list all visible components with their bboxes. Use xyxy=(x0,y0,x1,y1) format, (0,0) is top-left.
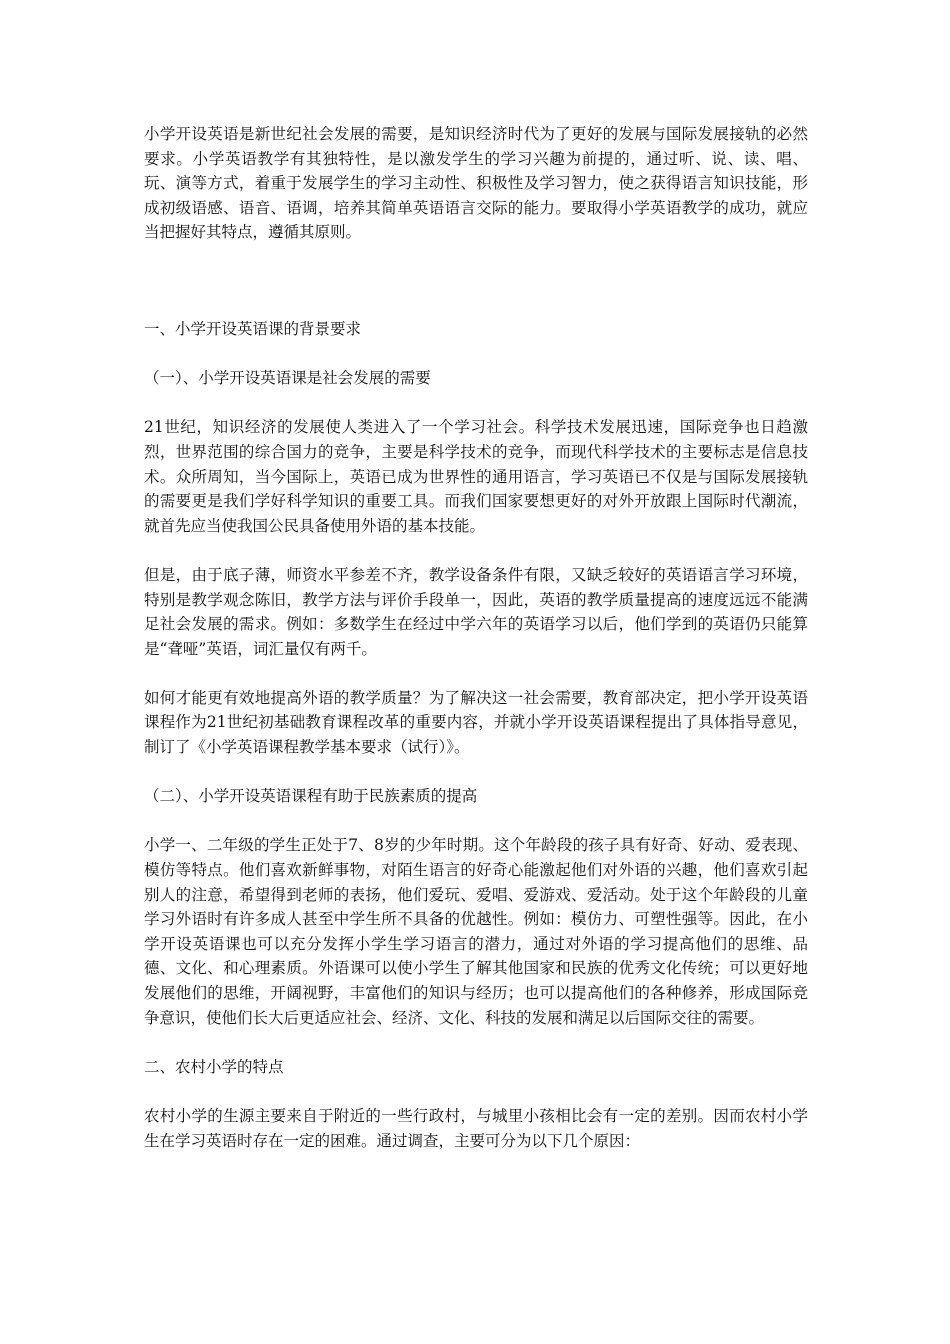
paragraph-sub1-1: 21世纪，知识经济的发展使人类进入了一个学习社会。科学技术发展迅速，国际竞争也日趋激烈，世界范围的综合国力的竞争，主要是科学技术的竞争，而现代科学技术的主要标志是信息技术。众所周知，当今国际上，英语已成为世界性的通用语言，学习英语已不仅是与国际发展接轨的需要更是我们学好科学知识的重要工具。而我们国家要想更好的对外开放跟上国际时代潮流，就首先应当使我国公民具备使用外语的基本技能。 xyxy=(144,418,808,535)
subsection-heading-2: （二）、小学开设英语课程有助于民族素质的提高 xyxy=(144,787,478,806)
intro-paragraph: 小学开设英语是新世纪社会发展的需要，是知识经济时代为了更好的发展与国际发展接轨的必然要求。小学英语教学有其独特性，是以激发学生的学习兴趣为前提的，通过听、说、读、唱、玩、演等方式，着重于发展学生的学习主动性、积极性及学习智力，使之获得语言知识技能，形成初级语感、语音、语调，培养其简单英语语言交际的能力。要取得小学英语教学的成功，就应当把握好其特点，遵循其原则。 xyxy=(144,125,808,242)
paragraph-sub2-1: 小学一、二年级的学生正处于7、8岁的少年时期。这个年龄段的孩子具有好奇、好动、爱表现、模仿等特点。他们喜欢新鲜事物，对陌生语言的好奇心能激起他们对外语的兴趣，他们喜欢引起别人的注意，希望得到老师的表扬，他们爱玩、爱唱、爱游戏、爱活动。处于这个年龄段的儿童学习外语时有许多成人甚至中学生所不具备的优越性。例如：模仿力、可塑性强等。因此，在小学开设英语课也可以充分发挥小学生学习语言的潜力，通过对外语的学习提高他们的思维、品德、文化、和心理素质。外语课可以使小学生了解其他国家和民族的优秀文化传统；可以更好地发展他们的思维，开阔视野，丰富他们的知识与经历；也可以提高他们的各种修养，形成国际竞争意识，使他们长大后更适应社会、经济、文化、科技的发展和满足以后国际交往的需要。 xyxy=(144,836,808,1027)
section-heading-1: 一、小学开设英语课的背景要求 xyxy=(144,319,362,338)
paragraph-section2-1: 农村小学的生源主要来自于附近的一些行政村，与城里小孩相比会有一定的差别。因而农村小学生在学习英语时存在一定的困难。通过调查，主要可分为以下几个原因： xyxy=(144,1106,808,1150)
paragraph-sub1-3: 如何才能更有效地提高外语的教学质量？为了解决这一社会需要，教育部决定，把小学开设英语课程作为21世纪初基础教育课程改革的重要内容，并就小学开设英语课程提出了具体指导意见，制订了《小学英语课程教学基本要求（试行）》。 xyxy=(144,688,808,757)
section-heading-2: 二、农村小学的特点 xyxy=(144,1057,284,1076)
document-page xyxy=(144,122,808,1153)
paragraph-sub1-2: 但是，由于底子薄，师资水平参差不齐，教学设备条件有限，又缺乏较好的英语语言学习环境，特别是教学观念陈旧，教学方法与评价手段单一，因此，英语的教学质量提高的速度远远不能满足社会发展的需求。例如：多数学生在经过中学六年的英语学习以后，他们学到的英语仍只能算是“聋哑”英语，词汇量仅有两千。 xyxy=(144,565,808,658)
subsection-heading-1: （一）、小学开设英语课是社会发展的需要 xyxy=(144,369,431,388)
